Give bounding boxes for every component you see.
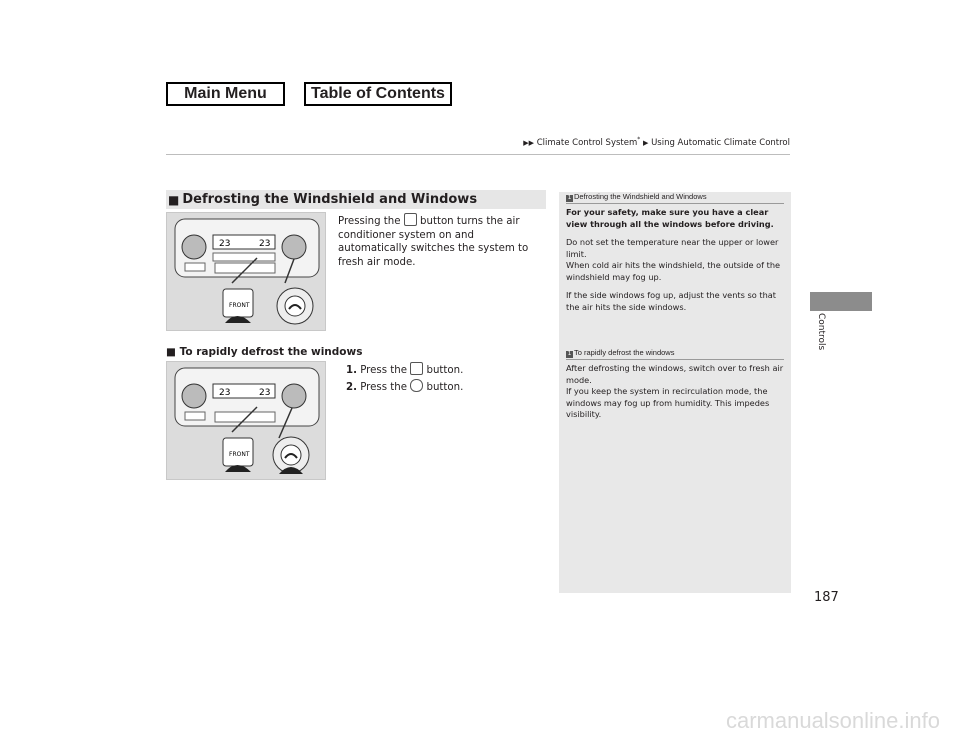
note-ref-icon: 1: [567, 351, 572, 357]
note-title-text: Defrosting the Windshield and Windows: [574, 192, 707, 201]
chapter-tab-label: Controls: [816, 313, 826, 351]
step-number: 1.: [346, 365, 357, 376]
double-arrow-icon: ▶▶: [523, 138, 535, 147]
step-text: Press the: [360, 365, 407, 376]
climate-panel-illustration-1: [166, 212, 326, 331]
step-text: Press the: [360, 382, 407, 393]
watermark: carmanualsonline.info: [725, 708, 940, 733]
note-paragraph: If the side windows fog up, adjust the vents so that the air hits the side windows.: [566, 290, 776, 312]
table-of-contents-button[interactable]: Table of Contents: [304, 82, 452, 106]
note-warning: For your safety, make sure you have a clear view through all the windows before driving.: [566, 207, 774, 229]
note-title: [566, 192, 784, 204]
note-paragraph: When cold air hits the windshield, the outside of the windshield may fog up.: [566, 260, 781, 282]
panel-temp-left-2: 23: [219, 388, 231, 398]
note-title: [566, 348, 784, 360]
panel-temp-left: 23: [219, 239, 231, 249]
header-divider: [166, 154, 790, 155]
panel-temp-right-2: 23: [259, 388, 271, 398]
step-text: button.: [426, 365, 464, 376]
note-paragraph: If you keep the system in recirculation mode, the windows may fog up from humidity. This impedes visibility.: [566, 386, 770, 419]
note-body: [566, 363, 784, 421]
step-number: 2.: [346, 382, 357, 393]
subsection-title: To rapidly defrost the windows: [179, 346, 363, 358]
step-item: [346, 362, 463, 379]
note-body: [566, 207, 784, 313]
panel-temp-right: 23: [259, 239, 271, 249]
note-title-text: To rapidly defrost the windows: [574, 348, 675, 357]
recirculation-button-icon: [410, 379, 423, 392]
breadcrumb-page[interactable]: Using Automatic Climate Control: [651, 137, 790, 148]
breadcrumb-asterisk: *: [637, 136, 641, 143]
breadcrumb: [523, 136, 790, 148]
panel-front-label: FRONT: [229, 302, 250, 309]
breadcrumb-section[interactable]: Climate Control System: [536, 137, 638, 148]
step-text: button.: [426, 382, 464, 393]
subsection-heading: [166, 346, 362, 358]
step-item: [346, 379, 463, 396]
note-ref-icon: 1: [567, 195, 572, 201]
square-bullet-icon: ■: [168, 192, 180, 207]
note-defrosting: [566, 192, 784, 320]
section-title: Defrosting the Windshield and Windows: [182, 192, 478, 207]
note-paragraph: After defrosting the windows, switch over to fresh air mode.: [566, 363, 784, 385]
arrow-icon: ▶: [642, 138, 649, 147]
note-paragraph: Do not set the temperature near the upper or lower limit.: [566, 237, 779, 259]
page-number: 187: [814, 590, 839, 605]
main-menu-button[interactable]: Main Menu: [166, 82, 285, 106]
note-rapid-defrost: [566, 348, 784, 428]
section-heading: [166, 190, 546, 209]
climate-panel-illustration-2: [166, 361, 326, 480]
defrost-button-icon: [404, 213, 417, 226]
intro-text-2: button turns the air conditioner system on and automatically switches the system to fresh air mode.: [338, 216, 529, 268]
steps-list: [346, 362, 463, 396]
intro-paragraph: [338, 213, 538, 269]
intro-text-1: Pressing the: [338, 216, 401, 227]
square-bullet-icon: ■: [166, 346, 176, 358]
chapter-tab[interactable]: [810, 292, 872, 311]
defrost-button-icon: [410, 362, 423, 375]
panel-front-label-2: FRONT: [229, 451, 250, 458]
